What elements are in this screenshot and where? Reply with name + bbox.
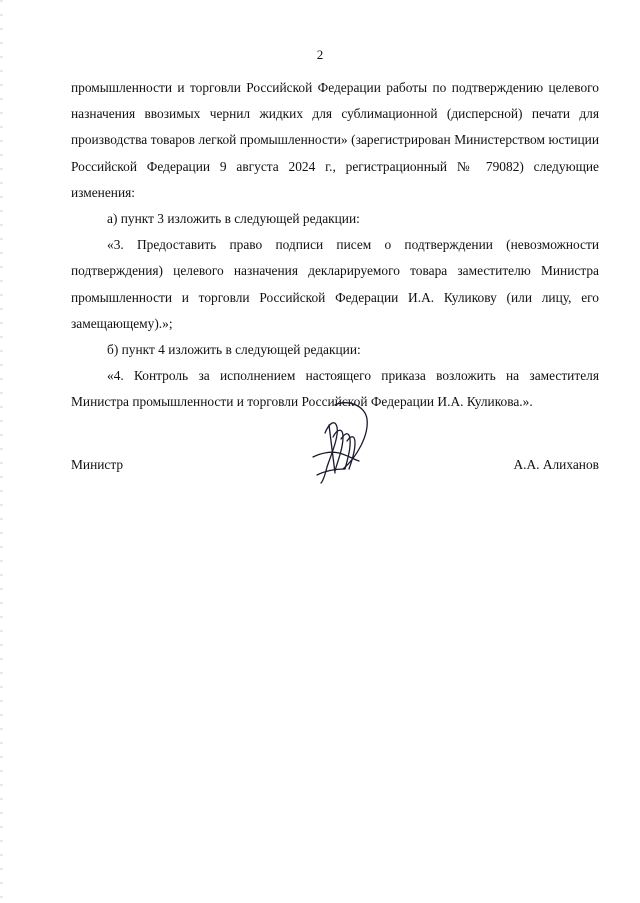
signature-block (71, 455, 599, 475)
scan-edge-artifact (0, 0, 3, 903)
document-body (71, 75, 599, 416)
signer-name: А.А. Алиханов (513, 457, 599, 472)
paragraph-item-a: а) пункт 3 изложить в следующей редакции: (107, 211, 360, 227)
paragraph-continuation: промышленности и торговли Российской Федерации работы по подтверждению целевого назначения ввозимых чернил жидких для сублимационной (дисперсной) печати для производства товаров легкой промышленности» (зарегистрирован Министерством юстиции Российской Федерации 9 августа 2024 г., регистрационный № 79082) следующие изменения: (71, 80, 599, 200)
signer-title: Министр (71, 457, 124, 472)
page-number: 2 (316, 47, 324, 62)
paragraph-item-3-text: «3. Предоставить право подписи писем о подтверждении (невозможности подтверждения) целевого назначения декларируемого товара заместителю Министра промышленности и торговли Российской Федерации И.А. Куликову (или лицу, его замещающему).»; (71, 237, 599, 331)
paragraph-item-4-text: «4. Контроль за исполнением настоящего приказа возложить на заместителя Министра промышленности и торговли Российской Федерации И.А. Куликова.». (71, 368, 599, 410)
paragraph-item-b: б) пункт 4 изложить в следующей редакции: (107, 342, 361, 358)
